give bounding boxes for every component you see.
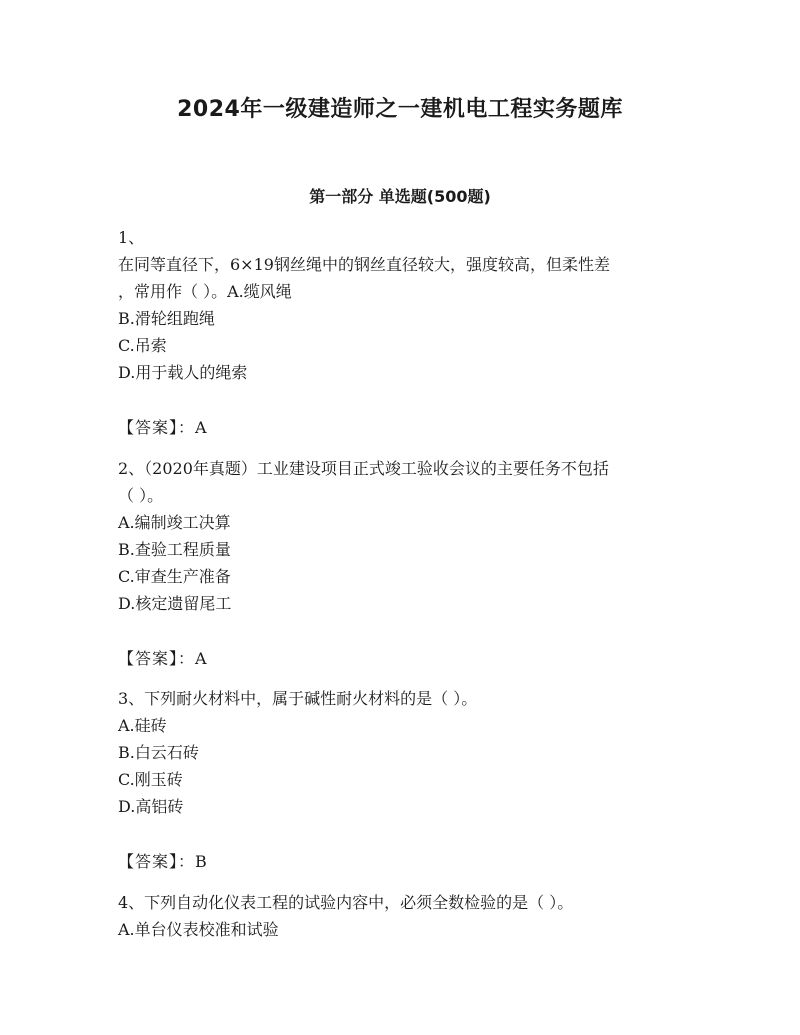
question-4-option-a: A.单台仪表校准和试验	[118, 920, 279, 939]
question-1-stem-line2: ，常用作（ ）。A.缆风绳	[118, 282, 292, 301]
question-1-option-b: B.滑轮组跑绳	[118, 309, 215, 328]
question-4-stem-line1: 4、下列自动化仪表工程的试验内容中，必须全数检验的是（ ）。	[118, 893, 574, 912]
section-title: 第一部分 单选题(500题)	[309, 187, 491, 206]
question-3-option-c: C.刚玉砖	[118, 770, 183, 789]
question-3-stem-line1: 3、下列耐火材料中，属于碱性耐火材料的是（ ）。	[118, 689, 478, 708]
question-1-option-d: D.用于载人的绳索	[118, 363, 248, 382]
question-1-answer: 【答案】：A	[118, 418, 208, 437]
question-2-option-a: A.编制竣工决算	[118, 513, 231, 532]
question-2-stem-line2: （ ）。	[118, 486, 164, 505]
question-1-stem-line1: 在同等直径下，6×19钢丝绳中的钢丝直径较大，强度较高，但柔性差	[118, 255, 610, 274]
question-3-option-d: D.高铝砖	[118, 797, 184, 816]
question-1-number: 1、	[118, 228, 145, 247]
question-1-option-c: C.吊索	[118, 336, 167, 355]
question-2-option-d: D.核定遗留尾工	[118, 594, 232, 613]
question-3-option-b: B.白云石砖	[118, 743, 199, 762]
question-3-answer: 【答案】：B	[118, 852, 208, 871]
question-2-stem-line1: 2、（2020年真题）工业建设项目正式竣工验收会议的主要任务不包括	[118, 459, 609, 478]
question-3-option-a: A.硅砖	[118, 716, 167, 735]
question-2-option-c: C.审查生产准备	[118, 567, 231, 586]
question-2-answer: 【答案】：A	[118, 649, 208, 668]
question-2-option-b: B.查验工程质量	[118, 540, 231, 559]
document-title: 2024年一级建造师之一建机电工程实务题库	[177, 97, 623, 122]
